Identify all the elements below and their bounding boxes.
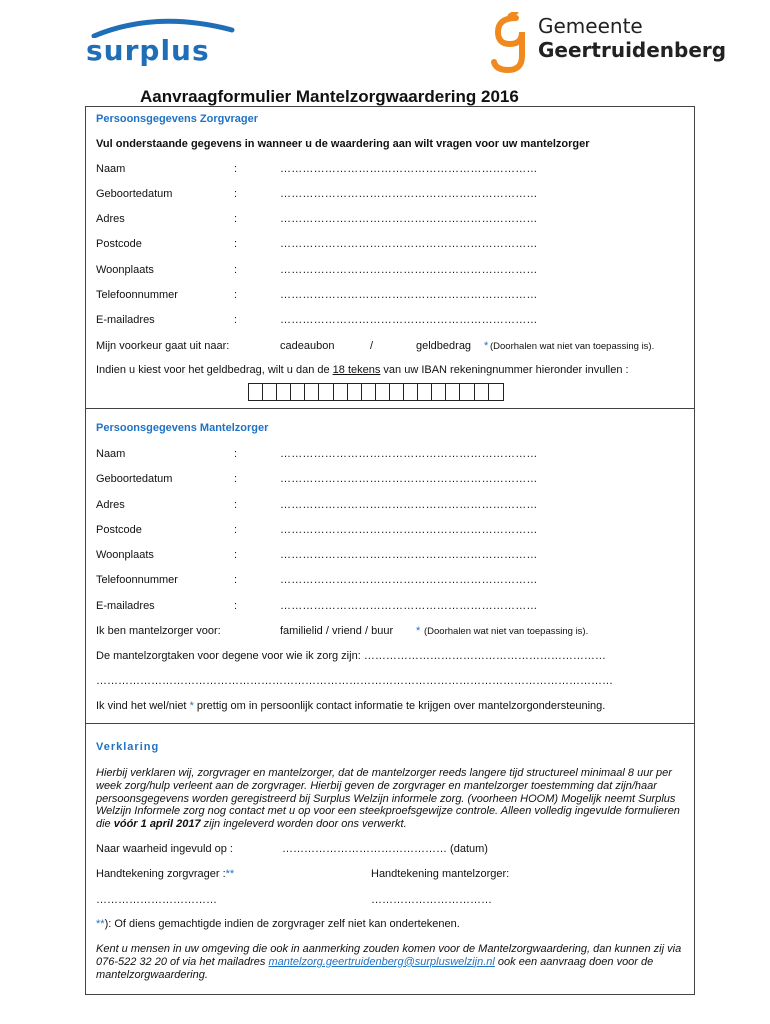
section-heading-mantelzorger: Persoonsgegevens Mantelzorger xyxy=(96,422,269,434)
input-line[interactable]: …………………………………………………………… xyxy=(280,314,538,326)
section-verklaring xyxy=(85,723,695,995)
input-line[interactable]: …………………………………………………………… xyxy=(280,473,538,485)
page-title: Aanvraagformulier Mantelzorgwaardering 2016 xyxy=(140,87,519,106)
iban-char-box[interactable] xyxy=(334,384,348,400)
tasks-input-line[interactable]: ………………………………………………………… xyxy=(363,650,606,662)
signature-zorgvrager-line[interactable]: …………………………… xyxy=(96,894,217,906)
instruction-text: Vul onderstaande gegevens in wanneer u de waardering aan wilt vragen voor uw mantelzorger xyxy=(96,138,590,150)
iban-char-box[interactable] xyxy=(446,384,460,400)
date-label: Naar waarheid ingevuld op : xyxy=(96,843,233,855)
asterisk-mark: * xyxy=(484,340,489,352)
iban-char-box[interactable] xyxy=(404,384,418,400)
iban-char-box[interactable] xyxy=(348,384,362,400)
iban-char-box[interactable] xyxy=(362,384,376,400)
signature-zorgvrager-label: Handtekening zorgvrager :** xyxy=(96,868,235,880)
iban-char-box[interactable] xyxy=(249,384,263,400)
iban-char-box[interactable] xyxy=(319,384,333,400)
iban-instruction: Indien u kiest voor het geldbedrag, wilt u dan de 18 tekens van uw IBAN rekeningnummer hieronder invullen : xyxy=(96,364,629,376)
iban-char-box[interactable] xyxy=(475,384,489,400)
asterisk-mark: * xyxy=(416,625,421,637)
tasks-input-line-2[interactable]: …………………………………………………………………………………………………………………………… xyxy=(96,675,613,687)
footnote: **): Of diens gemachtigde indien de zorgvrager zelf niet kan ondertekenen. xyxy=(96,918,460,930)
role-label: Ik ben mantelzorger voor: xyxy=(96,625,221,637)
signature-mantelzorger-label: Handtekening mantelzorger: xyxy=(371,868,510,880)
iban-char-box[interactable] xyxy=(432,384,446,400)
input-line[interactable]: …………………………………………………………… xyxy=(280,600,538,612)
iban-char-box[interactable] xyxy=(390,384,404,400)
input-line[interactable]: …………………………………………………………… xyxy=(280,524,538,536)
iban-char-box[interactable] xyxy=(489,384,503,400)
section-heading-zorgvrager: Persoonsgegevens Zorgvrager xyxy=(96,113,259,125)
iban-char-box[interactable] xyxy=(291,384,305,400)
preference-label: Mijn voorkeur gaat uit naar: xyxy=(96,340,230,352)
input-line[interactable]: …………………………………………………………… xyxy=(280,163,538,175)
input-line[interactable]: …………………………………………………………… xyxy=(280,574,538,586)
input-line[interactable]: …………………………………………………………… xyxy=(280,448,538,460)
gemeente-g-icon xyxy=(486,12,532,74)
section-mantelzorger: Persoonsgegevens Mantelzorger Naam : …………………………………………………………… Geboortedatum : …………………………………………………………… Adres : …………………………………………………………… Postcode : …………………………………………………………… Woonplaats : …………………………………………………………… Telefoonnummer : …………………………………………………………… E-mailadres : …………………………………………………………… Ik ben mantelzorger voor: familielid / vriend / buur * (Doorhalen wat niet van toepassing is). De mantelzorgtaken voor degene voor wie ik zorg zijn: ………………………………………………………… …………………………………………………………………………………………………………………………… Ik vind het wel/niet * prettig om in persoonlijk contact informatie te krijgen over mantelzorgondersteuning. xyxy=(85,408,695,724)
option-separator: / xyxy=(370,340,374,352)
input-line[interactable]: …………………………………………………………… xyxy=(280,499,538,511)
option-cadeaubon[interactable]: cadeaubon xyxy=(280,340,335,352)
iban-char-box[interactable] xyxy=(305,384,319,400)
input-line[interactable]: …………………………………………………………… xyxy=(280,213,538,225)
contact-preference: Ik vind het wel/niet * prettig om in persoonlijk contact informatie te krijgen over mantelzorgondersteuning. xyxy=(96,700,606,712)
gemeente-geertruidenberg-logo xyxy=(486,12,727,74)
iban-char-box[interactable] xyxy=(376,384,390,400)
role-options[interactable]: familielid / vriend / buur xyxy=(280,625,394,637)
input-line[interactable]: …………………………………………………………… xyxy=(280,238,538,250)
section-heading-verklaring: Verklaring xyxy=(96,741,160,753)
note-text: (Doorhalen wat niet van toepassing is). xyxy=(424,626,589,637)
input-line[interactable]: …………………………………………………………… xyxy=(280,188,538,200)
gemeente-label: Gemeente xyxy=(538,14,643,38)
note-text: (Doorhalen wat niet van toepassing is). xyxy=(490,341,655,352)
input-line[interactable]: …………………………………………………………… xyxy=(280,264,538,276)
signature-mantelzorger-line[interactable]: …………………………… xyxy=(371,894,492,906)
email-link[interactable]: mantelzorg.geertruidenberg@surpluswelzijn.nl xyxy=(268,955,495,968)
iban-char-box[interactable] xyxy=(460,384,474,400)
section-zorgvrager: Persoonsgegevens Zorgvrager Vul onderstaande gegevens in wanneer u de waardering aan wilt vragen voor uw mantelzorger Naam : …………………………………………………………… Geboortedatum : …………………………………………………………… Adres : …………………………………………………………… Postcode : …………………………………………………………… Woonplaats : …………………………………………………………… Telefoonnummer : …………………………………………………………… E-mailadres : …………………………………………………………… Mijn voorkeur gaat uit naar: cadeaubon / geldbedrag * (Doorhalen wat niet van toepassing is). Indien u kiest voor het geldbedrag, wilt u dan de 18 tekens van uw IBAN rekeningnummer hieronder invullen : xyxy=(85,106,695,409)
tasks-label: De mantelzorgtaken voor degene voor wie ik zorg zijn: ………………………………………………………… xyxy=(96,650,606,662)
input-line[interactable]: …………………………………………………………… xyxy=(280,549,538,561)
declaration-text: Hierbij verklaren wij, zorgvrager en mantelzorger, dat de mantelzorger reeds langere tijd structureel minimaal 8 uur per week zorg/hulp verleent aan de zorgvrager. Hierbij geven de zorgvrager en mantelzorger toestemming dat zijn/haar persoonsgegevens worden geregistreerd bij Surplus Welzijn informele zorg. (voorheen HOOM) Mogelijk neemt Surplus Welzijn Informele zorg nog contact met u op voor een steekproefsgewijze controle. Alleen volledig ingevulde formulieren die vóór 1 april 2017 zijn ingeleverd worden door ons verwerkt. xyxy=(96,767,680,831)
surplus-logo xyxy=(86,16,236,68)
iban-char-box[interactable] xyxy=(418,384,432,400)
surplus-logo-text: surplus xyxy=(86,34,210,67)
option-geldbedrag[interactable]: geldbedrag xyxy=(416,340,472,352)
iban-char-box[interactable] xyxy=(263,384,277,400)
input-line[interactable]: …………………………………………………………… xyxy=(280,289,538,301)
geertruidenberg-label: Geertruidenberg xyxy=(538,38,727,62)
iban-char-box[interactable] xyxy=(277,384,291,400)
referral-text: Kent u mensen in uw omgeving die ook in aanmerking zouden komen voor de Mantelzorgwaardering, dan kunnen zij via 076-522 32 20 of via het mailadres mantelzorg.geertruidenberg@surpluswelzijn.nl ook een aanvraag doen voor de mantelzorgwaardering. xyxy=(96,943,682,981)
date-input-line[interactable]: ……………………………………… (datum) xyxy=(282,843,488,855)
iban-input-boxes[interactable] xyxy=(248,383,504,401)
